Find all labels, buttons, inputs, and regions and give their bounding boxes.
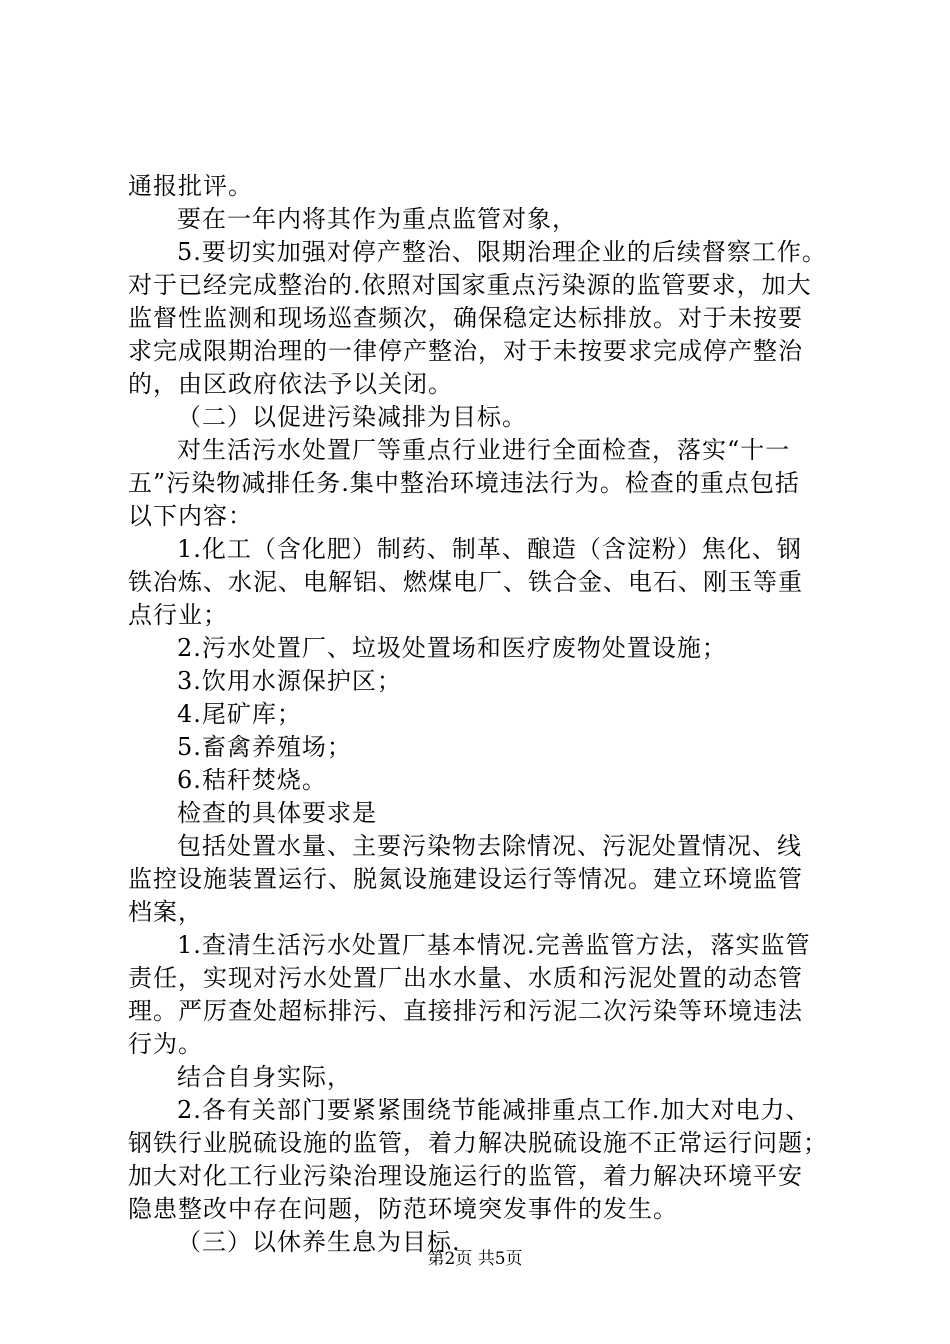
text-line: 以下内容： [128, 502, 253, 530]
text-line: 监控设施装置运行、脱氮设施建设运行等情况。建立环境监管 [128, 865, 803, 893]
text-line: 4.尾矿库； [177, 700, 302, 728]
text-line: 5.畜禽养殖场； [177, 733, 352, 761]
text-line: 求完成限期治理的一律停产整治，对于未按要求完成停产整治 [128, 337, 803, 365]
text-line: 2.各有关部门要紧紧围绕节能减排重点工作.加大对电力、 [177, 1096, 811, 1124]
document-body [128, 170, 834, 1259]
text-line: 对生活污水处置厂等重点行业进行全面检查，落实“十一 [177, 436, 791, 464]
text-line: 理。严厉查处超标排污、直接排污和污泥二次污染等环境违法 [128, 997, 803, 1025]
text-line: 行为。 [128, 1030, 203, 1058]
text-line: 2.污水处置厂、垃圾处置场和医疗废物处置设施； [177, 634, 727, 662]
text-line: 检查的具体要求是 [177, 799, 377, 827]
text-line: 铁冶炼、水泥、电解铝、燃煤电厂、铁合金、电石、刚玉等重 [128, 568, 803, 596]
text-line: 责任，实现对污水处置厂出水水量、水质和污泥处置的动态管 [128, 964, 803, 992]
text-line: 包括处置水量、主要污染物去除情况、污泥处置情况、线 [177, 832, 802, 860]
text-line: 钢铁行业脱硫设施的监管，着力解决脱硫设施不正常运行问题； [128, 1129, 828, 1157]
text-line: 监督性监测和现场巡查频次，确保稳定达标排放。对于未按要 [128, 304, 803, 332]
text-line: 五”污染物减排任务.集中整治环境违法行为。检查的重点包括 [128, 469, 800, 497]
page-footer: 第2页 共5页 [427, 1249, 523, 1269]
text-line: 档案， [128, 898, 203, 926]
text-line: 对于已经完成整治的.依照对国家重点污染源的监管要求，加大 [128, 271, 812, 299]
text-line: 3.饮用水源保护区； [177, 667, 402, 695]
text-line: 要在一年内将其作为重点监管对象， [177, 205, 577, 233]
text-line: （二）以促进污染减排为目标。 [177, 403, 527, 431]
text-line: 通报批评。 [128, 172, 253, 200]
text-line: 结合自身实际， [177, 1063, 352, 1091]
text-line: 的，由区政府依法予以关闭。 [128, 370, 453, 398]
text-line: （三）以休养生息为目标. [177, 1228, 461, 1256]
text-line: 点行业； [128, 601, 228, 629]
text-line: 加大对化工行业污染治理设施运行的监管，着力解决环境平安 [128, 1162, 803, 1190]
text-line: 隐患整改中存在问题，防范环境突发事件的发生。 [128, 1195, 678, 1223]
text-line: 6.秸秆焚烧。 [177, 766, 327, 794]
text-line: 5.要切实加强对停产整治、限期治理企业的后续督察工作。 [177, 238, 827, 266]
text-line: 1.化工（含化肥）制药、制革、酿造（含淀粉）焦化、钢 [177, 535, 802, 563]
text-line: 1.查清生活污水处置厂基本情况.完善监管方法，落实监管 [177, 931, 811, 959]
